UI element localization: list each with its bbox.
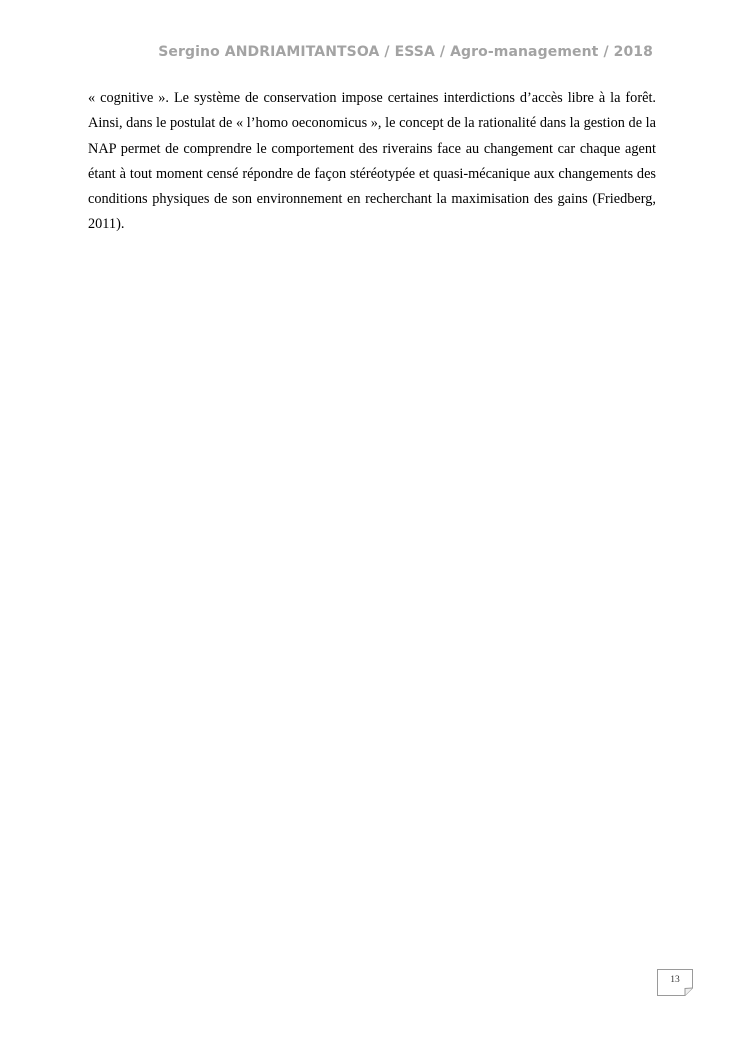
page-number-box [657, 969, 693, 996]
running-header: Sergino ANDRIAMITANTSOA / ESSA / Agro-management / 2018 [158, 44, 653, 60]
page-number: 13 [670, 975, 680, 985]
body-paragraph: « cognitive ». Le système de conservation impose certaines interdictions d’accès libre à la forêt. Ainsi, dans le postulat de « l’homo oeconomicus », le concept de la rationalité dans la gestion de la NAP permet de comprendre le comportement des riverains face au changement car chaque agent étant à tout moment censé répondre de façon stéréotypée et quasi-mécanique aux changements des conditions physiques de son environnement en recherchant la maximisation des gains (Friedberg, 2011). [88, 90, 656, 233]
